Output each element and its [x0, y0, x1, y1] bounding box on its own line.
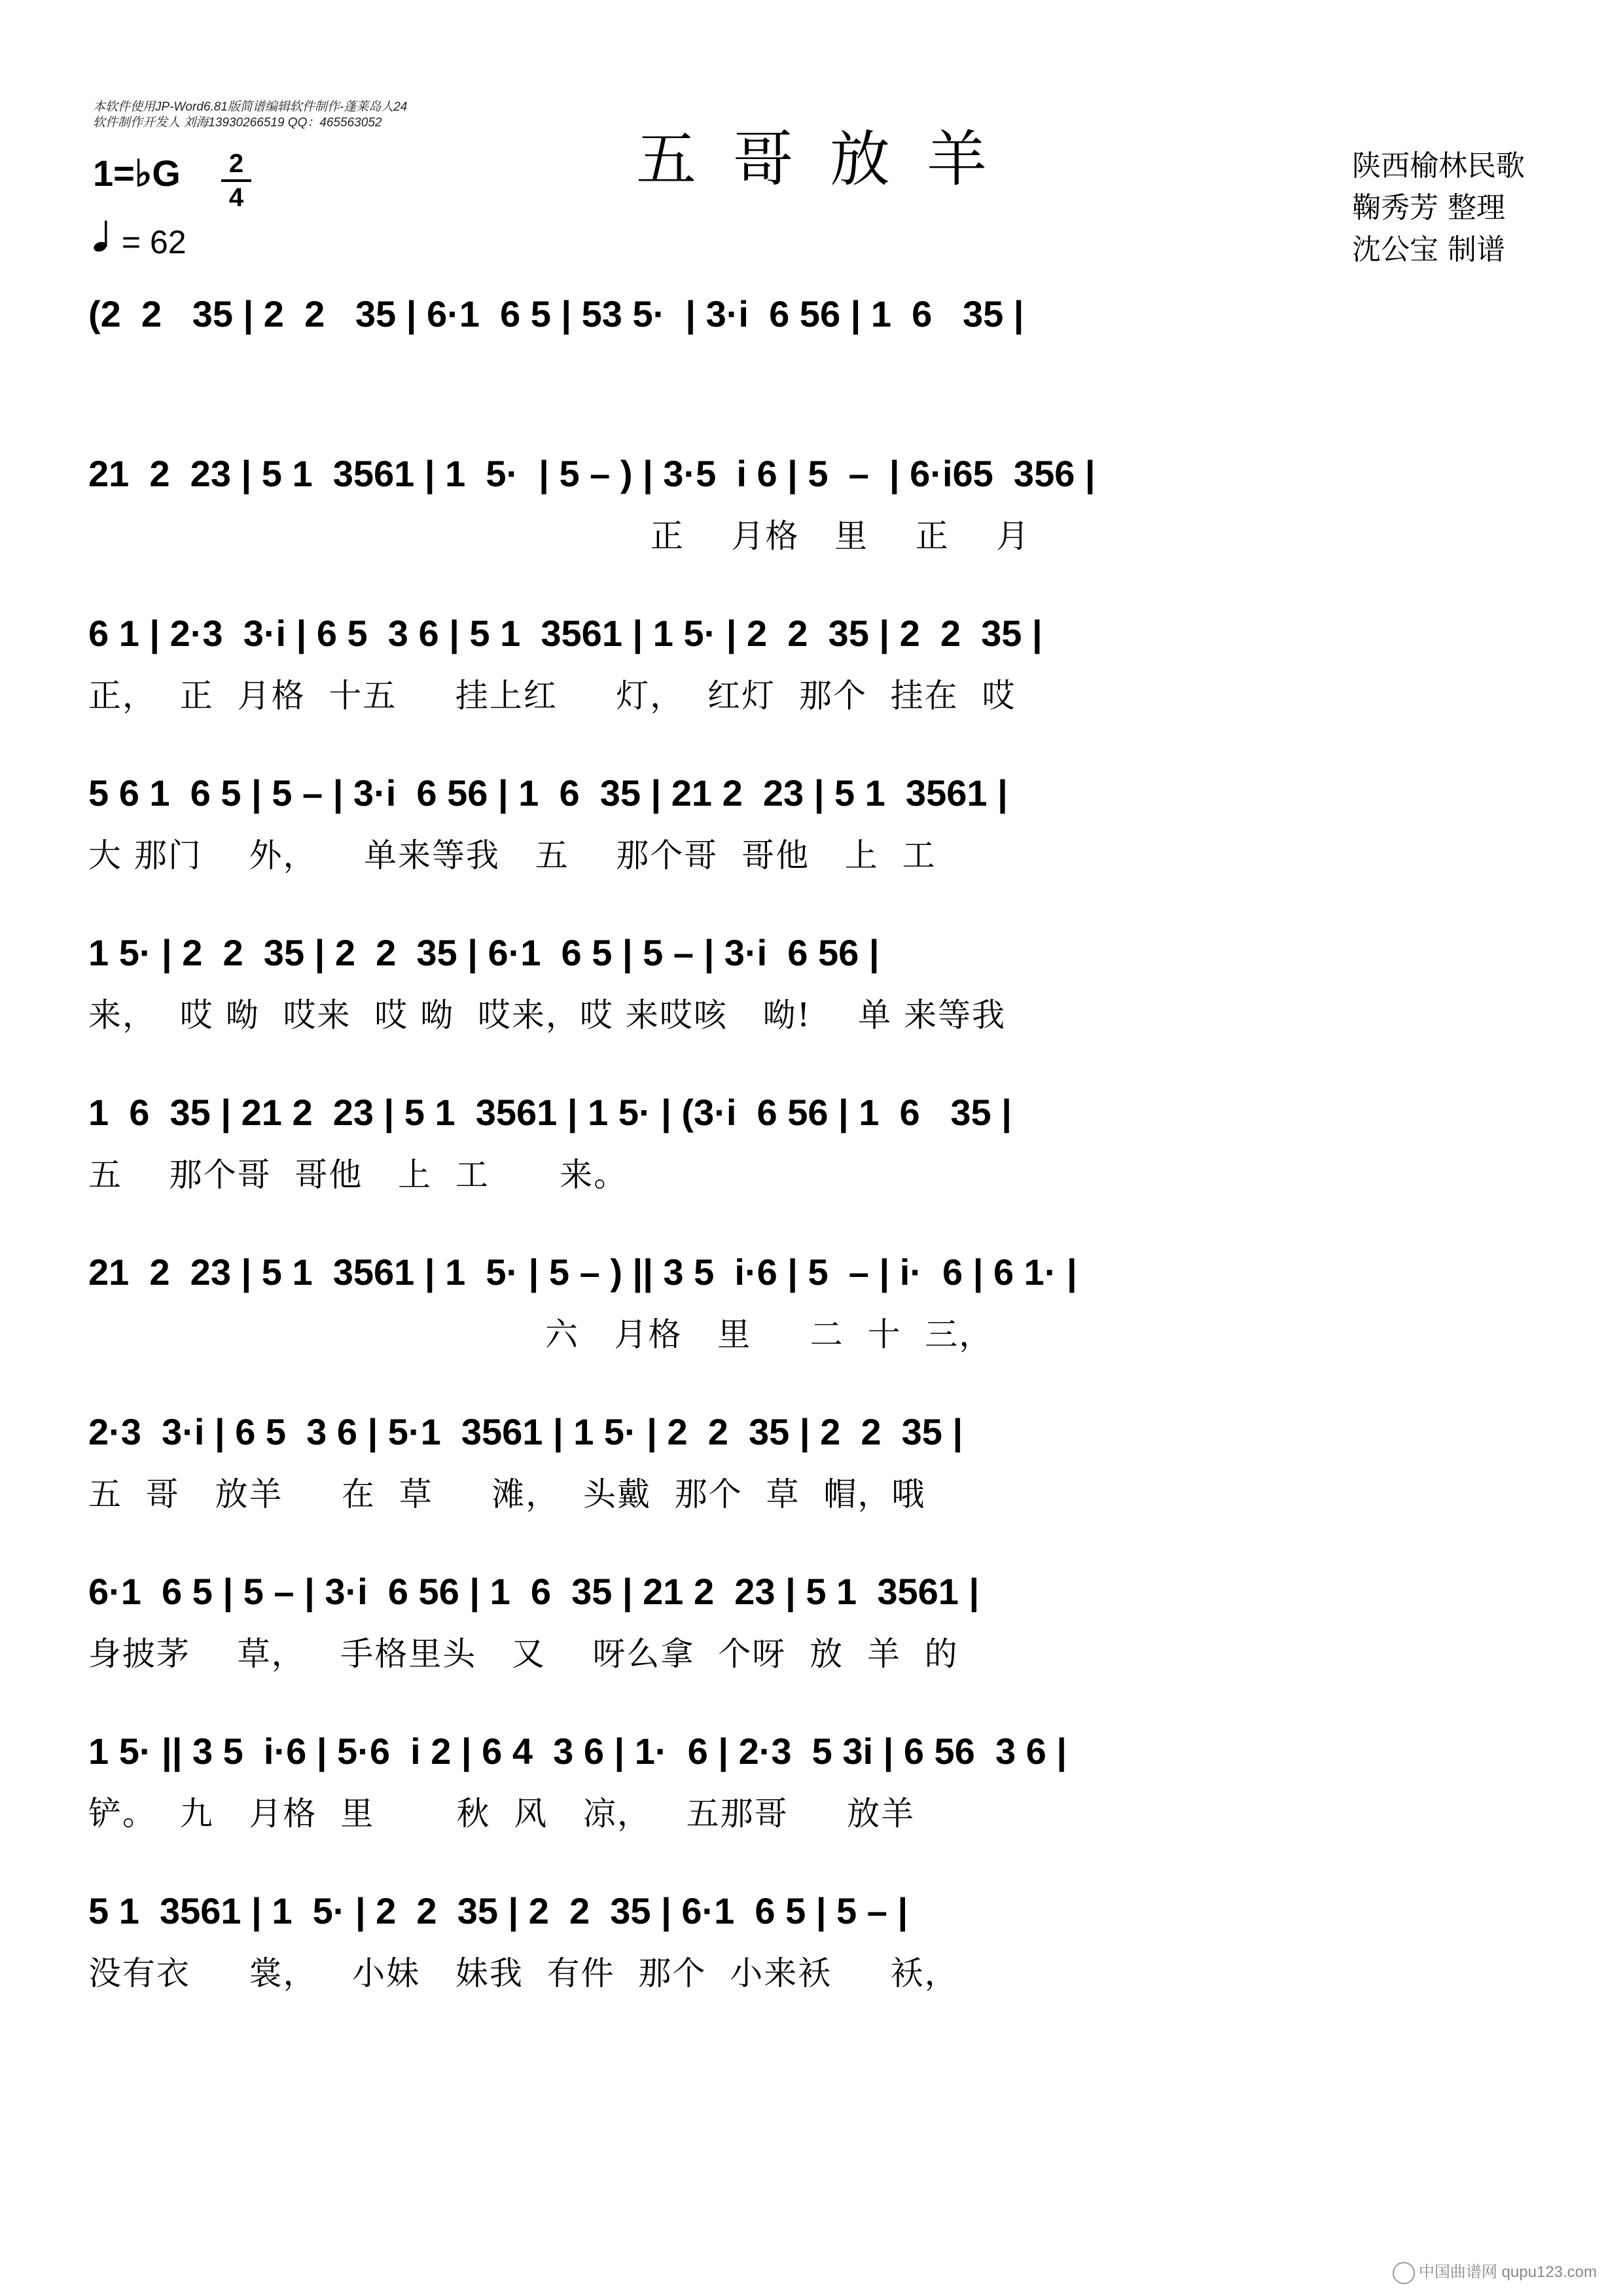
- notation-line: 5 1 3561 | 1 5· | 2 2 35 | 2 2 35 | 6·1 6 5 | 5 – |: [88, 1890, 908, 1931]
- score-system: [88, 920, 1538, 1051]
- notation-line: 1 5· || 3 5 i·6 | 5·6 i 2 | 6 4 3 6 | 1· 6 | 2·3 5 3i | 6 56 3 6 |: [88, 1731, 1067, 1772]
- lyric-line: 五 那个哥 哥他 上 工 来。: [88, 1156, 628, 1194]
- credit-arranger: 鞠秀芳 整理: [1352, 191, 1505, 224]
- score-system: [88, 1559, 1538, 1690]
- notation-line: 2·3 3·i | 6 5 3 6 | 5·1 3561 | 1 5· | 2 2 35 | 2 2 35 |: [88, 1411, 963, 1452]
- tempo-marking: [93, 219, 187, 261]
- song-title: 五哥放羊: [635, 124, 1024, 194]
- watermark: [1393, 2259, 1597, 2284]
- time-signature-bottom: 4: [228, 183, 244, 212]
- score-system: [88, 441, 1538, 572]
- notation-line: (2 2 35 | 2 2 35 | 6·1 6 5 | 53 5· | 3·i 6 56 | 1 6 35 |: [88, 293, 1024, 334]
- key-signature: 1=♭G: [93, 152, 181, 194]
- time-signature: [221, 149, 251, 212]
- score-system: [88, 1719, 1538, 1850]
- notation-line: 6 1 | 2·3 3·i | 6 5 3 6 | 5 1 3561 | 1 5· | 2 2 35 | 2 2 35 |: [88, 613, 1043, 654]
- credit-transcriber: 沈公宝 制谱: [1352, 233, 1505, 266]
- time-signature-line: [221, 179, 251, 182]
- lyric-line: 正， 正 月格 十五 挂上红 灯， 红灯 那个 挂在 哎: [88, 677, 1016, 715]
- score: [88, 281, 1538, 2232]
- score-system: [88, 1878, 1538, 2009]
- notation-line: 1 5· | 2 2 35 | 2 2 35 | 6·1 6 5 | 5 – | 3·i 6 56 |: [88, 932, 880, 973]
- credit-origin: 陕西榆林民歌: [1352, 149, 1525, 183]
- lyric-line: 大 那门 外， 单来等我 五 那个哥 哥他 上 工: [88, 836, 936, 874]
- software-credit-line-1: 本软件使用JP-Word6.81版简谱编辑软件制作-蓬莱岛人24: [93, 100, 408, 114]
- score-system: [88, 281, 1538, 412]
- score-system: [88, 1080, 1538, 1211]
- lyric-line: [88, 353, 1538, 399]
- watermark-text: 中国曲谱网 qupu123.com: [1418, 2263, 1597, 2282]
- lyric-line: 五 哥 放羊 在 草 滩， 头戴 那个 草 帽，哦: [88, 1475, 926, 1513]
- tempo-value: = 62: [121, 224, 187, 260]
- quarter-note-icon: [93, 219, 113, 253]
- score-system: [88, 1399, 1538, 1530]
- software-credit-line-2: 软件制作开发人 刘海13930266519 QQ：465563052: [93, 116, 382, 130]
- score-system: [88, 1240, 1538, 1371]
- site-logo-icon: [1393, 2262, 1415, 2284]
- credits: [1352, 145, 1525, 271]
- notation-line: 5 6 1 6 5 | 5 – | 3·i 6 56 | 1 6 35 | 21 2 23 | 5 1 3561 |: [88, 772, 1008, 814]
- score-system: [88, 761, 1538, 891]
- lyric-line: 铲。 九 月格 里 秋 风 凉， 五那哥 放羊: [88, 1795, 916, 1833]
- lyric-line: 没有衣 裳， 小妹 妹我 有件 那个 小来袄 袄，: [88, 1954, 959, 1992]
- lyric-line: 六 月格 里 二 十 三，: [88, 1316, 993, 1354]
- time-signature-top: 2: [228, 149, 244, 178]
- score-system: [88, 601, 1538, 732]
- notation-line: 1 6 35 | 21 2 23 | 5 1 3561 | 1 5· | (3·i 6 56 | 1 6 35 |: [88, 1092, 1012, 1133]
- lyric-line: 来， 哎 呦 哎来 哎 呦 哎来，哎 来哎咳 呦! 单 来等我: [88, 996, 1007, 1034]
- lyric-line: 正 月格 里 正 月: [88, 517, 1031, 555]
- notation-line: 6·1 6 5 | 5 – | 3·i 6 56 | 1 6 35 | 21 2 23 | 5 1 3561 |: [88, 1571, 980, 1612]
- notation-line: 21 2 23 | 5 1 3561 | 1 5· | 5 – ) || 3 5 i·6 | 5 – | i· 6 | 6 1· |: [88, 1251, 1077, 1293]
- lyric-line: 身披茅 草， 手格里头 又 呀么拿 个呀 放 羊 的: [88, 1635, 959, 1673]
- notation-line: 21 2 23 | 5 1 3561 | 1 5· | 5 – ) | 3·5 i 6 | 5 – | 6·i65 356 |: [88, 453, 1096, 494]
